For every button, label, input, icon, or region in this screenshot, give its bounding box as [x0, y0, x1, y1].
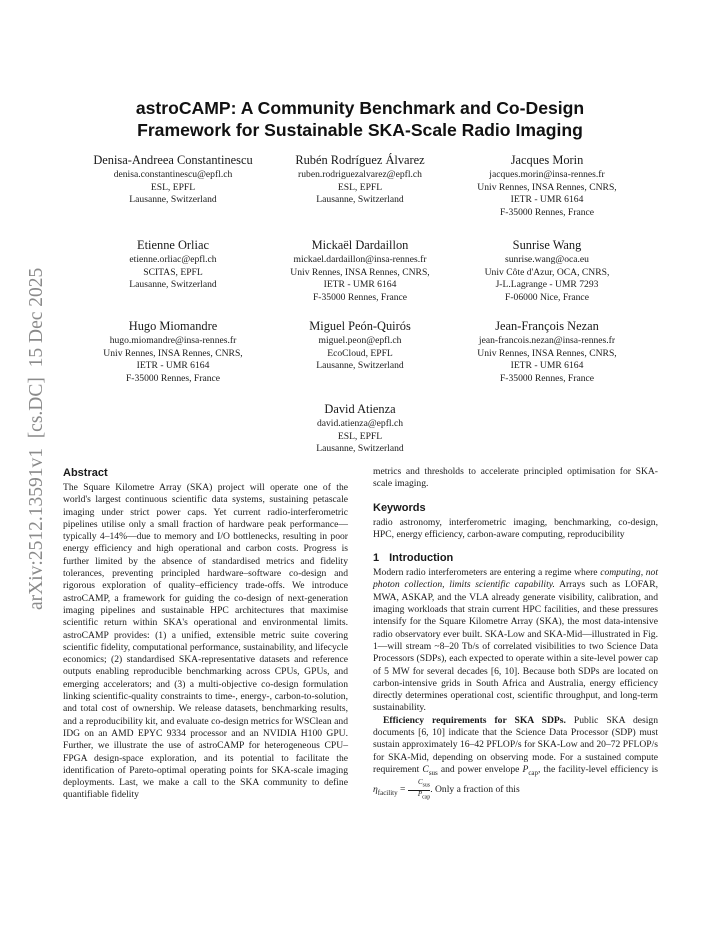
author-affiliation: Univ Rennes, INSA Rennes, CNRS,: [103, 347, 243, 359]
author-affiliation: IETR - UMR 6164: [136, 360, 210, 372]
author-name: David Atienza: [324, 402, 396, 416]
author-email[interactable]: mickael.dardaillon@insa-rennes.fr: [293, 254, 427, 265]
author-card: [454, 319, 640, 385]
author-card: [267, 238, 453, 304]
author-name: Jean-François Nezan: [495, 319, 599, 333]
author-affiliation: Lausanne, Switzerland: [129, 194, 217, 206]
author-card: [80, 319, 266, 385]
author-name: Miguel Peón-Quirós: [309, 319, 411, 333]
author-affiliation: IETR - UMR 6164: [510, 360, 584, 372]
title-line-1: astroCAMP: A Community Benchmark and Co-Design: [135, 98, 585, 118]
author-card: [80, 238, 266, 292]
author-card: [267, 153, 453, 207]
author-affiliation: Univ Côte d'Azur, OCA, CNRS,: [484, 266, 610, 278]
author-affiliation: J-L.Lagrange - UMR 7293: [495, 279, 599, 291]
author-email[interactable]: miguel.peon@epfl.ch: [318, 335, 402, 346]
paragraph-runin-heading: Efficiency requirements for SKA SDPs.: [383, 714, 566, 726]
abstract-continuation: metrics and thresholds to accelerate principled optimisation for SKA-scale imaging.: [373, 466, 658, 490]
author-affiliation: Lausanne, Switzerland: [316, 360, 404, 372]
keywords-heading: Keywords: [373, 501, 426, 514]
keywords-text: radio astronomy, interferometric imaging, benchmarking, co-design, HPC, energy efficiency, carbon-aware computing, reproducibility: [373, 516, 658, 540]
author-affiliation: SCITAS, EPFL: [143, 266, 203, 278]
author-affiliation: EcoCloud, EPFL: [327, 347, 393, 359]
author-affiliation: F-35000 Rennes, France: [125, 372, 221, 384]
author-name: Jacques Morin: [510, 153, 584, 167]
arxiv-stamp: [8, 260, 54, 620]
author-affiliation: F-35000 Rennes, France: [499, 372, 595, 384]
section-number: 1: [373, 552, 380, 565]
author-affiliation: ESL, EPFL: [337, 181, 383, 193]
author-affiliation: Lausanne, Switzerland: [316, 443, 404, 455]
paper-title: [90, 97, 630, 141]
author-affiliation: Lausanne, Switzerland: [129, 279, 217, 291]
author-affiliation: Univ Rennes, INSA Rennes, CNRS,: [290, 266, 430, 278]
author-name: Rubén Rodríguez Álvarez: [295, 153, 425, 167]
author-affiliation: IETR - UMR 6164: [323, 279, 397, 291]
author-email[interactable]: sunrise.wang@oca.eu: [505, 254, 589, 265]
author-affiliation: IETR - UMR 6164: [510, 194, 584, 206]
math-fraction: $C_{sus}$ $P_{cap}$: [408, 779, 430, 801]
author-affiliation: Lausanne, Switzerland: [316, 194, 404, 206]
author-card: [80, 153, 266, 207]
author-email[interactable]: jean-francois.nezan@insa-rennes.fr: [478, 335, 616, 346]
author-affiliation: ESL, EPFL: [337, 430, 383, 442]
author-name: Sunrise Wang: [512, 238, 582, 252]
author-affiliation: F-35000 Rennes, France: [312, 291, 408, 303]
author-email[interactable]: david.atienza@epfl.ch: [316, 418, 404, 429]
introduction-heading: [373, 551, 658, 565]
abstract-heading: Abstract: [63, 467, 108, 479]
author-affiliation: Univ Rennes, INSA Rennes, CNRS,: [477, 347, 617, 359]
author-affiliation: F-35000 Rennes, France: [499, 206, 595, 218]
author-card: [267, 319, 453, 373]
left-column: [63, 466, 348, 802]
title-line-2: Framework for Sustainable SKA-Scale Radio Imaging: [137, 120, 583, 140]
intro-emphasis: computing, not photon collection, limits scientific capability.: [373, 567, 658, 591]
author-name: Hugo Miomandre: [128, 319, 218, 333]
right-column: [373, 466, 658, 801]
author-name: Denisa-Andreea Constantinescu: [93, 153, 253, 167]
math-eta: η: [373, 784, 378, 796]
author-affiliation: F-06000 Nice, France: [505, 291, 589, 303]
author-affiliation: Univ Rennes, INSA Rennes, CNRS,: [477, 181, 617, 193]
abstract-text: The Square Kilometre Array (SKA) project will operate one of the world's largest continuous scientific data systems, sustaining petascale imaging under strict power caps. Yet current radio-interferometric pipelines utilise only a small fraction of hardware peak performance—typically 4–14%—due to memory and I/O bottlenecks, resulting in poor energy efficiency and high operational and carbon costs. Progress is further limited by the absence of standardised metrics and fidelity tolerances, preventing principled hardware–software co-design and rigorous exploration of quality–efficiency trade-offs. We introduce astroCAMP, a framework for guiding the co-design of next-generation imaging pipelines and sustainable HPC architectures that maximise scientific return within SKA's operational and environmental limits. astroCAMP provides: (1) a unified, extensible metric suite covering scientific fidelity, computational performance, sustainability, and lifecycle economics; (2) standardised SKA-representative datasets and reference outputs enabling reproducible benchmarking across CPUs, GPUs, and emerging accelerators; and (3) a multi-objective co-design formulation linking scientific-quality constraints to time-, energy-, carbon-to-solution, and total cost of ownership. We release datasets, benchmarking results, and a reproducibility kit, and evaluate co-design metrics for WSClean and IDG on an AMD EPYC 9334 processor and an NVIDIA H100 GPU. Further, we illustrate the use of astroCAMP for heterogeneous CPU–FPGA design-space exploration, and its potential to facilitate the identification of Pareto-optimal operating points for SKA-scale imaging deployments. Last, we make a call to the SKA community to define quantifiable fidelity: [63, 482, 348, 801]
intro-paragraph-2: Efficiency requirements for SKA SDPs. Public SKA design documents [6, 10] indicate that the Science Data Processor (SDP) must sustain approximately 16–42 PFLOP/s for SKA-Low and 20–72 PFLOP/s for SKA-Mid, depending on observing mode. For a sustained compute requirement $C_{sus}$ and power envelope $P_{cap}$, the facility-level efficiency is $\eta_{facility}$ = $C_{sus}$ $P_{cap}$ . Only a fraction of this: [373, 714, 658, 800]
section-title: Introduction: [389, 552, 454, 565]
author-card: [267, 402, 453, 456]
intro-paragraph-1: Modern radio interferometers are entering a regime where computing, not photon collection, limits scientific capability. Arrays such as LOFAR, MWA, ASKAP, and the VLA already generate visibility, calibration, and imaging workloads that strain current HPC facilities, and these pressures intensify for the Square Kilometre Array (SKA), the most data-intensive radio observatory ever built. SKA-Low and SKA-Mid—illustrated in Fig. 1—will stream ~8–20 Tb/s of correlated visibilities to two Science Data Processors (SDPs), each expected to operate within a site-level power cap of 5 MW for several decades [6, 10]. Because both SDPs are located on carbon-intensive grids in South Africa and Australia, energy efficiency directly determines operational cost, scientific throughput, and long-term sustainability.: [373, 567, 658, 714]
author-card: [454, 238, 640, 304]
author-email[interactable]: denisa.constantinescu@epfl.ch: [113, 169, 233, 180]
author-email[interactable]: etienne.orliac@epfl.ch: [129, 254, 217, 265]
arxiv-id: arXiv:2512.13591v1 [cs.DC] 15 Dec 2025: [26, 267, 47, 610]
author-email[interactable]: jacques.morin@insa-rennes.fr: [489, 169, 605, 180]
author-name: Etienne Orliac: [137, 238, 209, 252]
author-email[interactable]: ruben.rodriguezalvarez@epfl.ch: [298, 169, 422, 180]
author-affiliation: ESL, EPFL: [150, 181, 196, 193]
math-C: C: [422, 763, 429, 775]
author-name: Mickaël Dardaillon: [311, 238, 409, 252]
author-email[interactable]: hugo.miomandre@insa-rennes.fr: [109, 335, 237, 346]
author-card: [454, 153, 640, 219]
math-P: P: [522, 763, 529, 775]
